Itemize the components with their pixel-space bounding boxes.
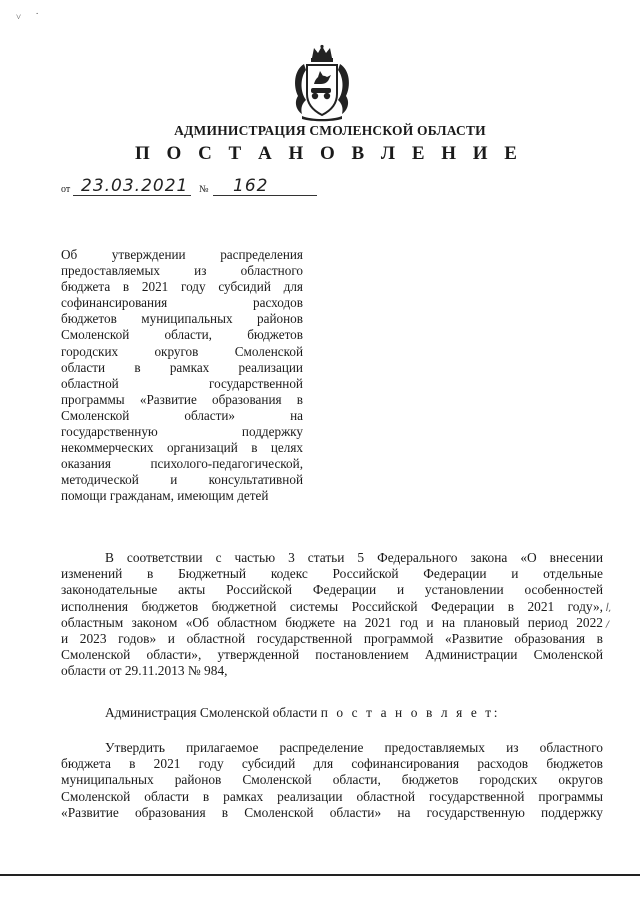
handwritten-number: 162	[233, 176, 269, 196]
organization-name: АДМИНИСТРАЦИЯ СМОЛЕНСКОЙ ОБЛАСТИ	[174, 123, 486, 138]
paragraph-line: «Развитие образования в Смоленской области» на государственную поддержку	[61, 804, 603, 820]
subject-line: государственную поддержку	[61, 424, 303, 440]
subject-line: Смоленской области, бюджетов	[61, 327, 303, 343]
operative-paragraph	[61, 740, 603, 821]
subject-line: бюджетов муниципальных районов	[61, 311, 303, 327]
scan-artifact: .	[36, 6, 39, 16]
resolution-subject: Администрация Смоленской области	[105, 705, 318, 720]
subject-line: оказания психолого-педагогической,	[61, 456, 303, 472]
paragraph-line: Смоленской области», утвержденной постановлением Администрации Смоленской	[61, 647, 603, 663]
paragraph-line: Смоленской области в рамках реализации областной государственной программы	[61, 788, 603, 804]
subject-line: области в рамках реализации	[61, 359, 303, 375]
subject-line: софинансирования расходов	[61, 295, 303, 311]
subject-line: Об утверждении распределения	[61, 247, 303, 262]
subject-line: программы «Развитие образования в	[61, 391, 303, 407]
resolution-verb: п о с т а н о в л я е т:	[320, 705, 501, 720]
preamble-paragraph	[61, 550, 603, 680]
date-prefix-label: от	[61, 184, 71, 195]
margin-handwriting-mark: ꟾ,	[606, 604, 612, 614]
subject-line: Смоленской области» на	[61, 407, 303, 423]
subject-line: некоммерческих организаций в целях	[61, 440, 303, 456]
number-prefix-label: №	[199, 184, 209, 195]
subject-line: методической и консультативной	[61, 472, 303, 488]
paragraph-line: областным законом «Об областном бюджете на 2021 год и на плановый период 2022	[61, 614, 603, 630]
subject-line: областной государственной	[61, 375, 303, 391]
paragraph-line: муниципальных районов Смоленской области, бюджетов городских округов	[61, 772, 603, 788]
paragraph-line: изменений в Бюджетный кодекс Российской Федерации и отдельные	[61, 566, 603, 582]
subject-line: помощи гражданам, имеющим детей	[61, 488, 269, 504]
paragraph-line: области от 29.11.2013 № 984,	[61, 663, 228, 679]
margin-handwriting-mark: /	[606, 620, 610, 630]
document-type-title: П О С Т А Н О В Л Е Н И Е	[135, 143, 523, 164]
registration-line	[61, 178, 321, 200]
paragraph-line: исполнения бюджетов бюджетной системы Российской Федерации в 2021 году»,	[61, 598, 603, 614]
paragraph-line: и 2023 годов» и областной государственной программой «Развитие образования в	[61, 631, 603, 647]
paragraph-line: законодательные акты Российской Федерации и установлении особенностей	[61, 582, 603, 598]
paragraph-line: Утвердить прилагаемое распределение предоставляемых из областного	[105, 740, 603, 755]
scan-bottom-edge	[0, 874, 640, 876]
paragraph-line: бюджета в 2021 году субсидий для софинансирования расходов бюджетов	[61, 756, 603, 772]
coat-of-arms-icon	[290, 44, 354, 122]
subject-line: бюджета в 2021 году субсидий для	[61, 279, 303, 295]
paragraph-line: В соответствии с частью 3 статьи 5 Федерального закона «О внесении	[105, 550, 603, 565]
subject-line: городских округов Смоленской	[61, 343, 303, 359]
scan-artifact: ˅	[16, 12, 22, 22]
subject-line: предоставляемых из областного	[61, 263, 303, 279]
handwritten-date: 23.03.2021	[81, 176, 189, 196]
document-subject	[61, 247, 303, 505]
resolution-statement	[61, 705, 603, 721]
resolution-line	[61, 705, 603, 721]
